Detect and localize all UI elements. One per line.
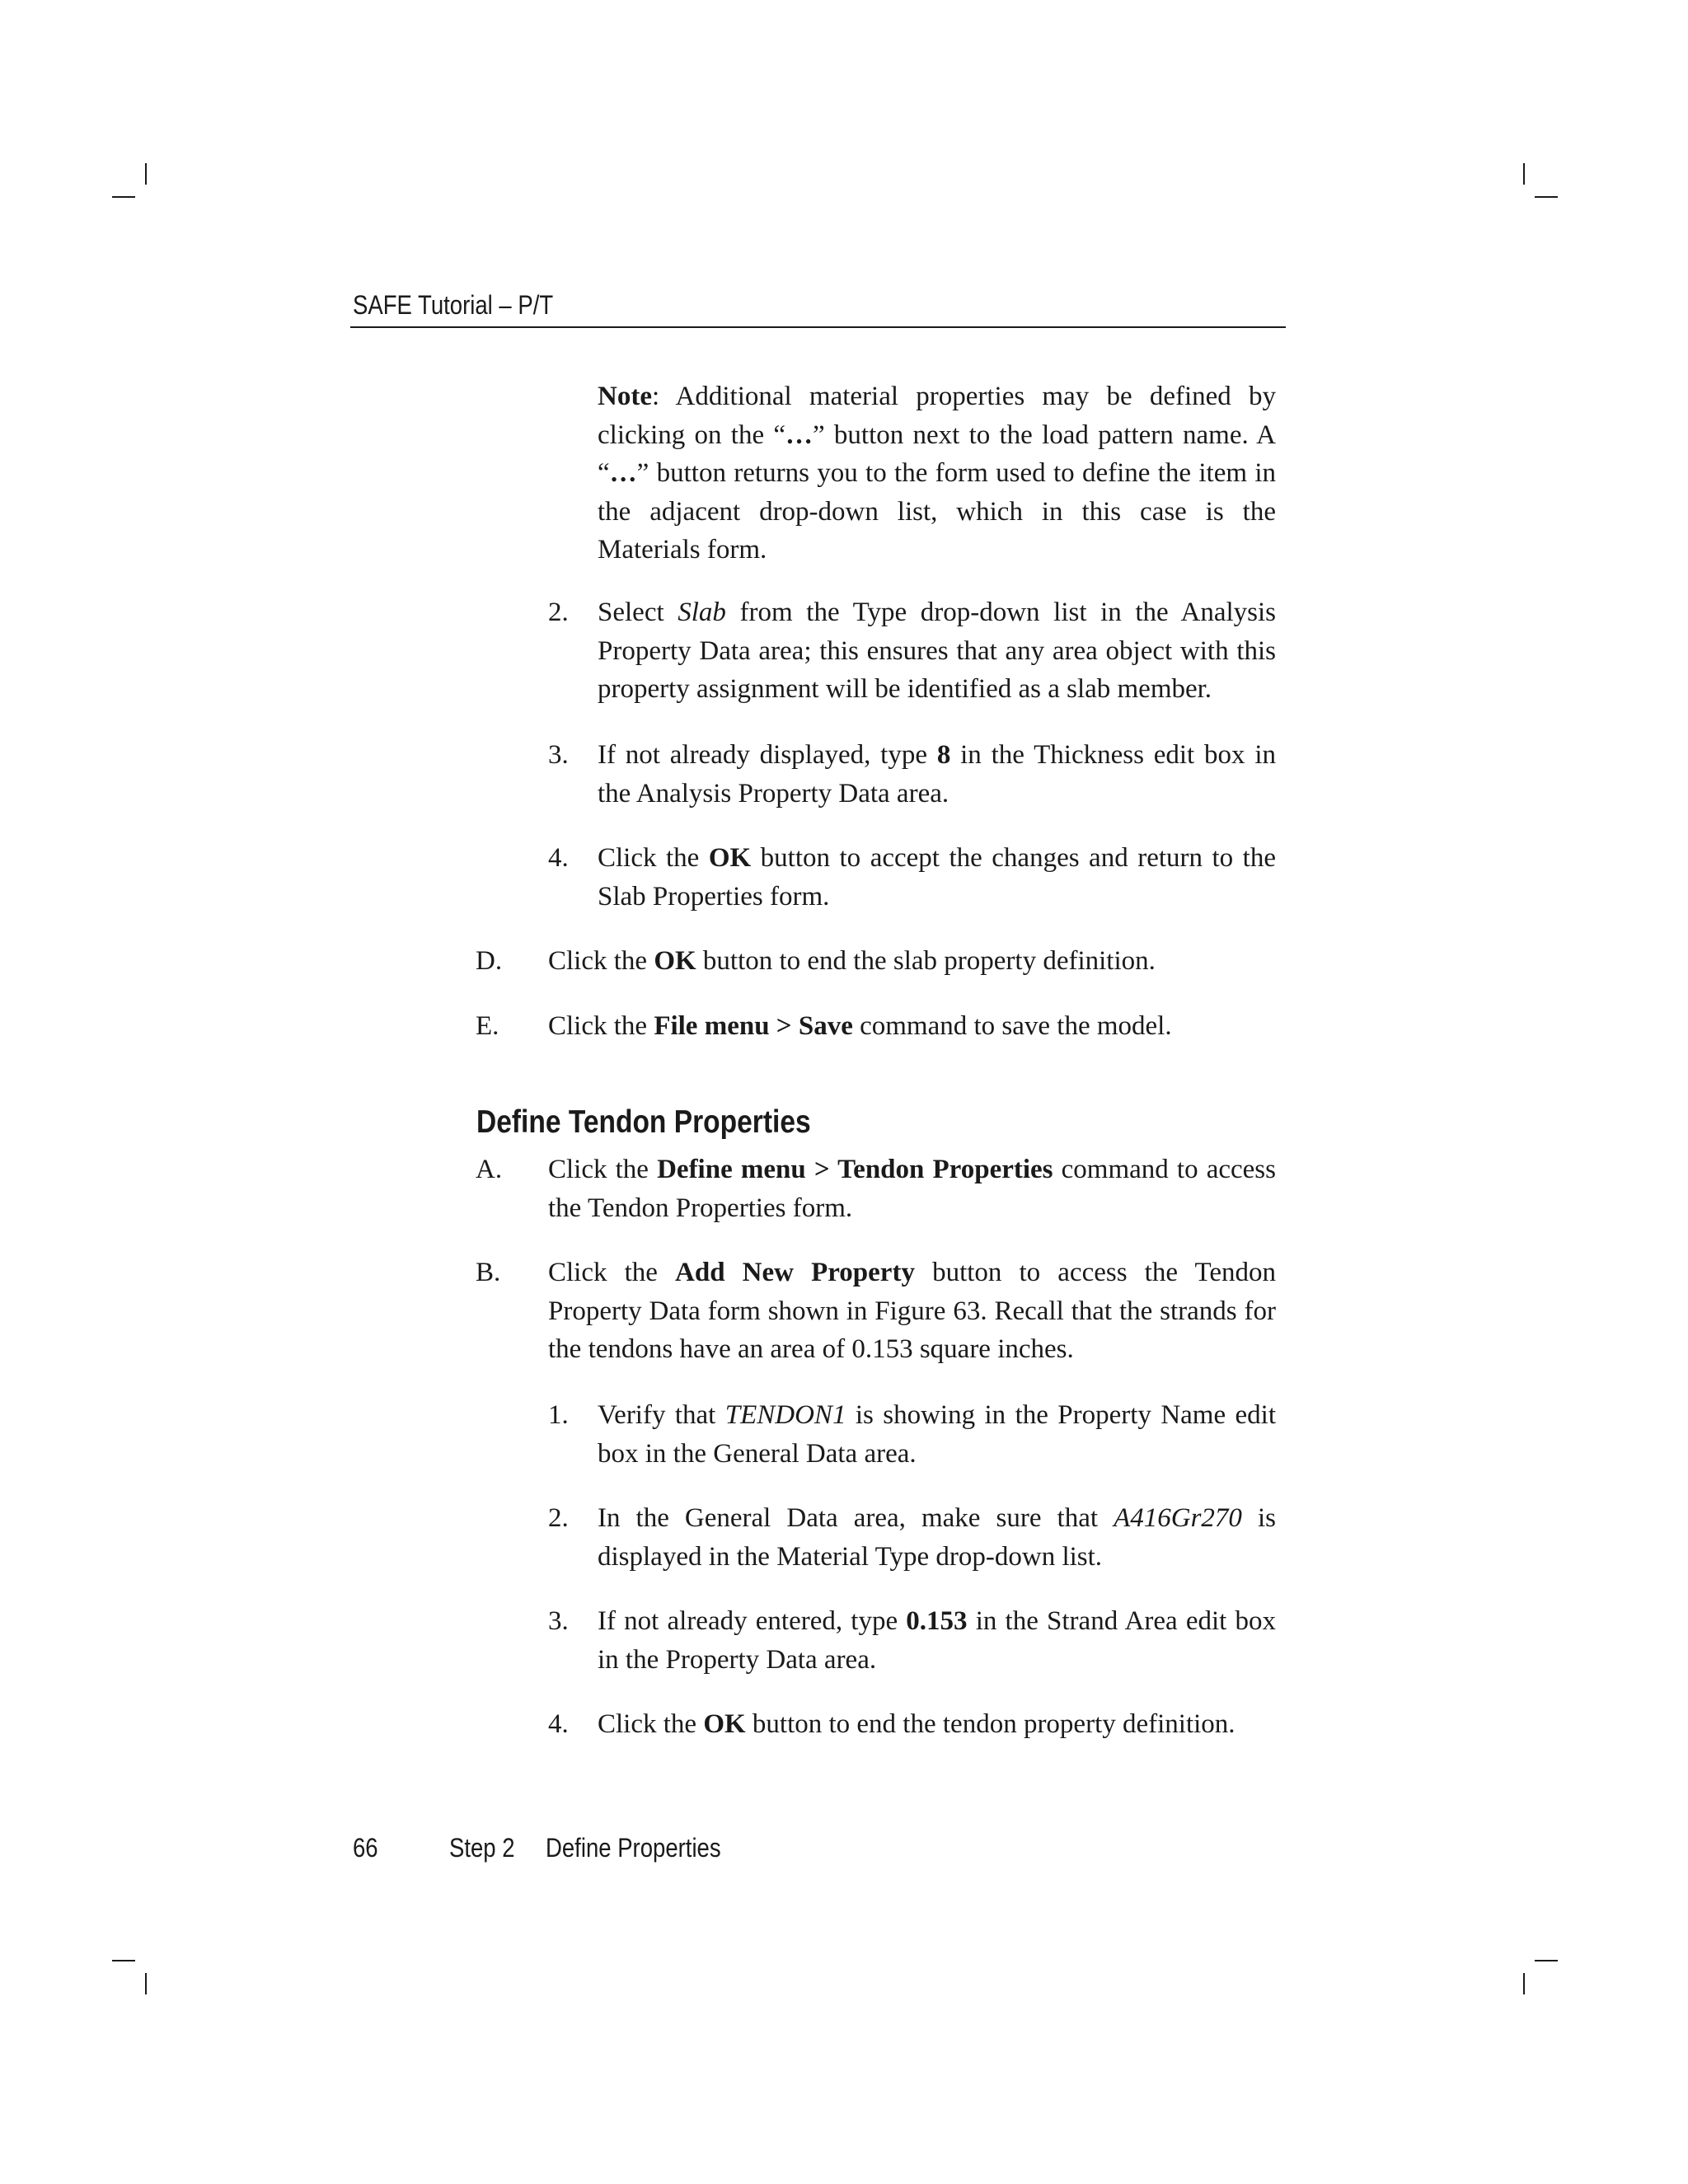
slab-step-3-t1: If not already displayed, type <box>598 740 937 770</box>
tendon-step-a-t1: Click the <box>548 1155 658 1184</box>
tendon-step-1-t2: is showing in the Property Name edit box in the General Data area. <box>598 1400 1276 1469</box>
crop-mark-bottom-right-vertical <box>1523 1973 1525 1994</box>
slab-step-d-t1: Click the <box>548 946 654 976</box>
slab-step-2-number: 2. <box>548 598 569 627</box>
tendon-step-4-t2: button to end the tendon property definition. <box>745 1709 1236 1739</box>
tendon-step-2-number: 2. <box>548 1503 569 1533</box>
section-heading: Define Tendon Properties <box>476 1104 811 1140</box>
slab-step-2-t1: Select <box>598 598 678 627</box>
slab-step-e-t2: command to save the model. <box>852 1011 1172 1041</box>
tendon-step-2-t1: In the General Data area, make sure that <box>598 1503 1114 1533</box>
header-rule <box>350 326 1286 328</box>
note-ellipsis-1: … <box>785 419 814 450</box>
slab-step-4-t2: button to accept the changes and return to the Slab Properties form. <box>598 843 1276 912</box>
crop-mark-top-left-vertical <box>145 163 147 185</box>
slab-step-e-bold: File menu > Save <box>654 1011 853 1041</box>
slab-step-d-letter: D. <box>476 946 503 976</box>
slab-step-e-letter: E. <box>476 1011 499 1041</box>
running-header-title: SAFE Tutorial – P/T <box>353 290 554 320</box>
tendon-step-a-letter: A. <box>476 1155 503 1184</box>
tendon-step-3-t2: in the Strand Area edit box in the Property Data area. <box>598 1606 1276 1675</box>
tendon-step-3-number: 3. <box>548 1606 569 1636</box>
slab-step-3-text <box>598 736 1276 813</box>
tendon-step-a-bold: Define menu > Tendon Properties <box>657 1155 1053 1184</box>
crop-mark-top-left-horizontal <box>112 196 135 198</box>
tendon-step-b-t2: button to access the Tendon Property Data form shown in Figure 63. Recall that the strands for the tendons have an area of 0.153 square inches. <box>548 1258 1276 1364</box>
slab-step-4-bold: OK <box>708 843 752 873</box>
tendon-step-1-t1: Verify that <box>598 1400 725 1430</box>
tendon-step-3-bold: 0.153 <box>906 1606 968 1636</box>
slab-step-3-t2: in the Thickness edit box in the Analysis Property Data area. <box>598 740 1276 808</box>
tendon-step-4-number: 4. <box>548 1709 569 1739</box>
tendon-step-b-bold: Add New Property <box>675 1258 915 1287</box>
tendon-step-b-text <box>548 1254 1276 1369</box>
tendon-step-1-text <box>598 1396 1276 1473</box>
tendon-step-2-text <box>598 1499 1276 1576</box>
tendon-step-4-text <box>598 1705 1236 1744</box>
slab-step-d-text <box>548 942 1156 981</box>
tendon-step-4-t1: Click the <box>598 1709 704 1739</box>
tendon-step-4-bold: OK <box>703 1709 746 1739</box>
tendon-step-b-letter: B. <box>476 1258 501 1287</box>
crop-mark-bottom-left-horizontal <box>112 1960 135 1961</box>
tendon-step-1-number: 1. <box>548 1400 569 1430</box>
tendon-step-2-italic: A416Gr270 <box>1114 1503 1242 1533</box>
slab-step-4-t1: Click the <box>598 843 709 873</box>
slab-step-d-bold: OK <box>654 946 696 976</box>
tendon-step-2-t2: is displayed in the Material Type drop-down list. <box>598 1503 1276 1572</box>
note-text-2: ” button next to the load pattern name. A “ <box>598 419 1276 488</box>
tendon-step-1-italic: TENDON1 <box>724 1400 846 1430</box>
slab-step-4-number: 4. <box>548 843 569 873</box>
tendon-step-3-text <box>598 1602 1276 1679</box>
slab-step-e-text <box>548 1007 1172 1046</box>
slab-step-3-number: 3. <box>548 740 569 770</box>
note-lead: Note <box>598 382 652 411</box>
slab-step-2-text <box>598 593 1276 709</box>
slab-step-e-t1: Click the <box>548 1011 654 1041</box>
footer-page-number: 66 <box>353 1833 378 1863</box>
slab-step-3-bold: 8 <box>936 740 951 770</box>
footer-chapter-title: Define Properties <box>546 1833 721 1863</box>
crop-mark-top-right-horizontal <box>1535 196 1558 198</box>
slab-step-4-text <box>598 839 1276 916</box>
tendon-step-3-t1: If not already entered, type <box>598 1606 907 1636</box>
note-text-1: : Additional material properties may be defined by clicking on the “ <box>598 382 1276 450</box>
note-paragraph <box>598 377 1276 569</box>
slab-step-d-t2: button to end the slab property definition. <box>696 946 1156 976</box>
note-ellipsis-2: … <box>609 458 637 488</box>
footer-step-label: Step 2 <box>449 1833 515 1863</box>
tendon-step-a-t2: command to access the Tendon Properties form. <box>548 1155 1276 1223</box>
crop-mark-bottom-left-vertical <box>145 1973 147 1994</box>
tendon-step-a-text <box>548 1151 1276 1227</box>
crop-mark-bottom-right-horizontal <box>1535 1960 1558 1961</box>
tendon-step-b-t1: Click the <box>548 1258 676 1287</box>
note-text-3: ” button returns you to the form used to define the item in the adjacent drop-down list, which in this case is the Materials form. <box>598 458 1276 565</box>
crop-mark-top-right-vertical <box>1523 163 1525 185</box>
slab-step-2-italic: Slab <box>678 598 726 627</box>
slab-step-2-t2: from the Type drop-down list in the Analysis Property Data area; this ensures that any area object with this property assignment will be identified as a slab member. <box>598 598 1276 704</box>
